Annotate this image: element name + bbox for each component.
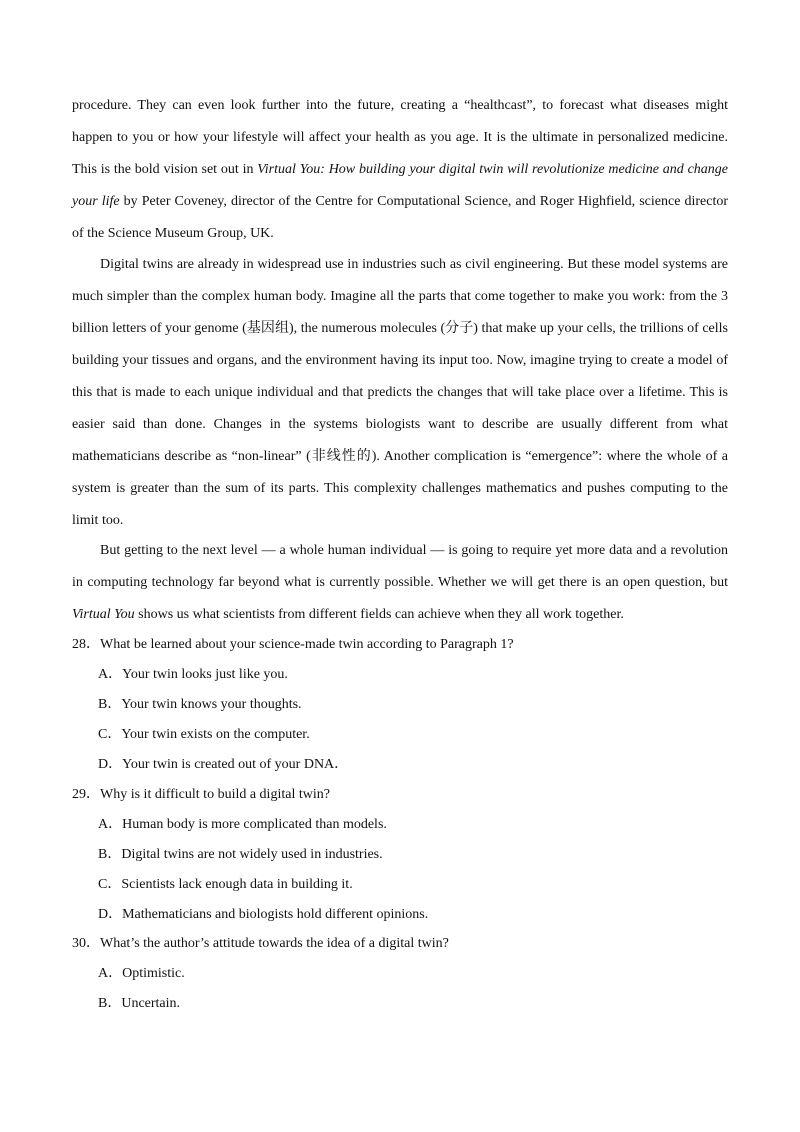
question-30-option-b: B．Uncertain. [98, 996, 181, 1011]
paragraph-1 [72, 90, 728, 250]
question-29-option-d: D．Mathematicians and biologists hold different opinions. [98, 907, 429, 922]
book-title-short: Virtual You [72, 607, 135, 622]
question-29-option-b: B．Digital twins are not widely used in industries. [98, 847, 383, 862]
question-28-option-a: A．Your twin looks just like you. [98, 667, 288, 682]
paragraph-3 [72, 535, 728, 631]
paragraph-3-text-b: shows us what scientists from different fields can achieve when they all work together. [134, 607, 624, 622]
paragraph-1-text-b: by Peter Coveney, director of the Centre for Computational Science, and Roger Highfield, science director of the Science Museum Group, UK. [72, 194, 728, 241]
question-30-option-a: A．Optimistic. [98, 966, 185, 981]
question-29-stem: 29．Why is it difficult to build a digital twin? [72, 787, 330, 802]
question-29-option-c: C．Scientists lack enough data in building it. [98, 877, 353, 892]
question-28-option-b: B．Your twin knows your thoughts. [98, 697, 302, 712]
question-28-option-c: C．Your twin exists on the computer. [98, 727, 310, 742]
question-30-stem: 30．What’s the author’s attitude towards the idea of a digital twin? [72, 936, 449, 951]
paragraph-1-text-a: procedure. They can even look further into the future, creating a “healthcast”, to forecast what diseases might happen to you or how your lifestyle will affect your health as you age. It is the ultimate in personalized medicine. This is the bold vision set out in [72, 98, 728, 177]
book-title: Virtual You: How building your digital twin will revolutionize medicine and change your life [72, 162, 729, 209]
question-28-option-d: D．Your twin is created out of your DNA． [98, 757, 349, 772]
paragraph-2: Digital twins are already in widespread use in industries such as civil engineering. But these model systems are much simpler than the complex human body. Imagine all the parts that come together to make you work: from the 3 billion letters of your genome (基因组), the numerous molecules (分子) that make up your cells, the trillions of cells building your tissues and organs, and the environment having its input too. Now, imagine trying to create a model of this that is made to each unique individual and that predicts the changes that will take place over a lifetime. This is easier said than done. Changes in the systems biologists want to describe are usually different from what mathematicians describe as “non-linear” (非线性的). Another complication is “emergence”: where the whole of a system is greater than the sum of its parts. This complexity challenges mathematics and pushes computing to the limit too. [72, 257, 728, 528]
paragraph-3-text-a: But getting to the next level — a whole human individual — is going to require yet more data and a revolution in computing technology far beyond what is currently possible. Whether we will get there is an open question, but [72, 543, 728, 590]
question-28-stem: 28．What be learned about your science-made twin according to Paragraph 1? [72, 637, 514, 652]
question-29-option-a: A．Human body is more complicated than models. [98, 817, 387, 832]
